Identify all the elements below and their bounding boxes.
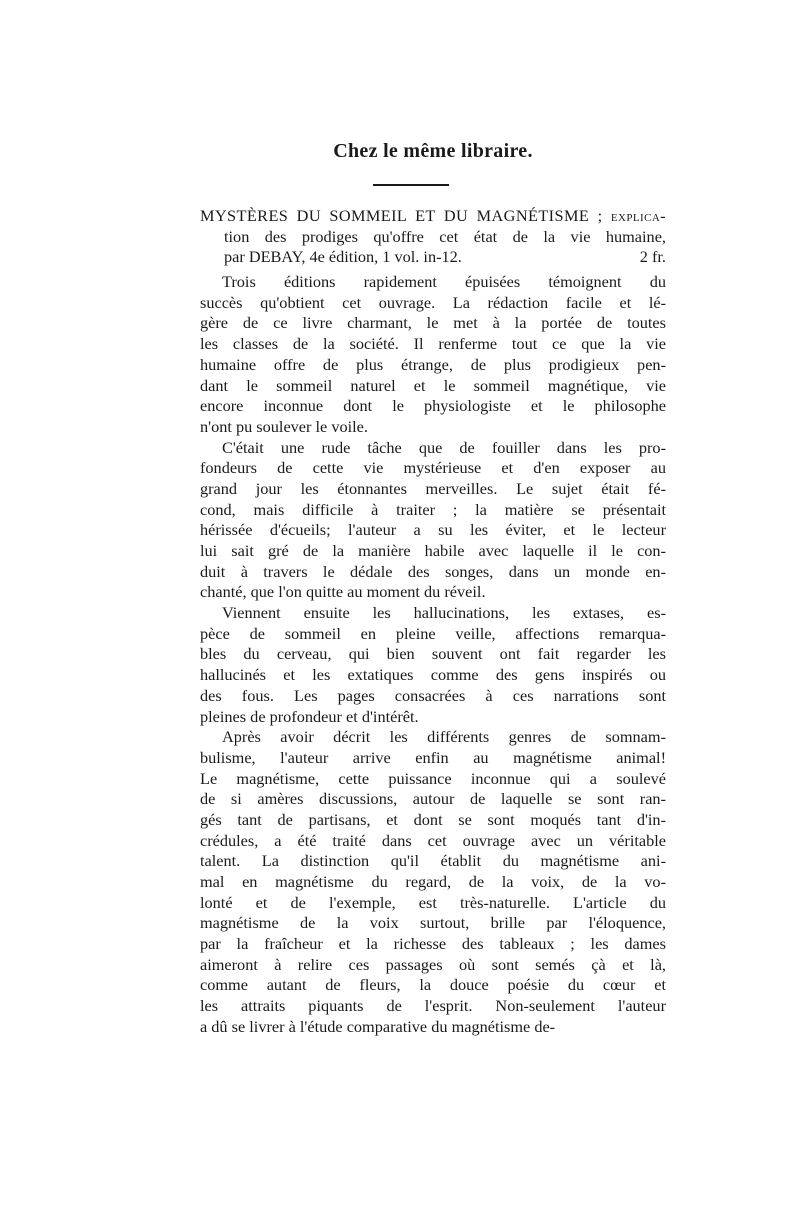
- entry-description-line: tion des prodiges qu'offre cet état de la vie humaine,: [224, 226, 666, 246]
- entry-edition-line: [200, 247, 666, 268]
- paragraph-line: magnétisme de la voix surtout, brille par l'éloquence,: [200, 913, 666, 933]
- paragraph-line: hallucinés et les extatiques comme des gens inspirés ou: [200, 665, 666, 685]
- paragraph: [200, 272, 666, 438]
- heading-rule: [373, 184, 449, 186]
- paragraph-line: les attraits piquants de l'esprit. Non-seulement l'auteur: [200, 996, 666, 1016]
- paragraph-line: les classes de la société. Il renferme tout ce que la vie: [200, 334, 666, 354]
- paragraph-line: comme autant de fleurs, la douce poésie du cœur et: [200, 975, 666, 995]
- entry-title-line: MYSTÈRES DU SOMMEIL ET DU MAGNÉTISME ; explica-: [200, 206, 666, 225]
- paragraph-line: humaine offre de plus étrange, de plus prodigieux pen-: [200, 354, 666, 374]
- paragraph-line: lonté et de l'exemple, est très-naturelle. L'article du: [200, 892, 666, 912]
- paragraph-line: dant le sommeil naturel et le sommeil magnétique, vie: [200, 375, 666, 395]
- paragraph-line: grand jour les étonnantes merveilles. Le sujet était fé-: [200, 478, 666, 498]
- paragraph-line: cond, mais difficile à traiter ; la matière se présentait: [200, 499, 666, 519]
- entry-header: [200, 206, 666, 268]
- paragraph-line: gère de ce livre charmant, le met à la portée de toutes: [200, 313, 666, 333]
- paragraph-line: talent. La distinction qu'il établit du magnétisme ani-: [200, 851, 666, 871]
- book-page: [200, 0, 666, 1220]
- paragraph-line: chanté, que l'on quitte au moment du réveil.: [200, 582, 486, 602]
- paragraph-line: pleines de profondeur et d'intérêt.: [200, 706, 419, 726]
- paragraph-line: duit à travers le dédale des songes, dans un monde en-: [200, 561, 666, 581]
- paragraph-line: pèce de sommeil en pleine veille, affections remarqua-: [200, 623, 666, 643]
- paragraph-line: C'était une rude tâche que de fouiller dans les pro-: [222, 437, 666, 457]
- paragraph-line: crédules, a été traité dans cet ouvrage avec un véritable: [200, 830, 666, 850]
- catalog-entry: [200, 206, 666, 1038]
- paragraph-line: par la fraîcheur et la richesse des tableaux ; les dames: [200, 934, 666, 954]
- paragraph-line: lui sait gré de la manière habile avec laquelle il le con-: [200, 541, 666, 560]
- paragraph-line: hérissée d'écueils; l'auteur a su les éviter, et le lecteur: [200, 520, 666, 540]
- paragraph-line: aimeront à relire ces passages où sont semés çà et là,: [200, 954, 666, 974]
- entry-edition: par DEBAY, 4e édition, 1 vol. in-12.: [224, 247, 462, 267]
- paragraph: [200, 727, 666, 1037]
- entry-price: 2 fr.: [639, 247, 666, 267]
- paragraph-line: mal en magnétisme du regard, de la voix, de la vo-: [200, 872, 666, 891]
- paragraph-line: Trois éditions rapidement épuisées témoignent du: [222, 272, 666, 292]
- paragraph-line: n'ont pu soulever le voile.: [200, 416, 368, 436]
- paragraph-line: de si amères discussions, autour de laquelle se sont ran-: [200, 789, 666, 809]
- paragraph-line: des fous. Les pages consacrées à ces narrations sont: [200, 685, 666, 705]
- paragraph-line: fondeurs de cette vie mystérieuse et d'en exposer au: [200, 458, 666, 478]
- paragraph-line: Après avoir décrit les différents genres de somnam-: [222, 727, 666, 747]
- paragraph: [200, 603, 666, 727]
- paragraph-line: Viennent ensuite les hallucinations, les extases, es-: [222, 603, 666, 623]
- paragraph-line: gés tant de partisans, et dont se sont moqués tant d'in-: [200, 809, 666, 829]
- paragraph-line: succès qu'obtient cet ouvrage. La rédaction facile et lé-: [200, 292, 666, 312]
- page-heading: Chez le même libraire.: [333, 140, 533, 162]
- paragraph: [200, 438, 666, 604]
- paragraph-line: encore inconnue dont le physiologiste et le philosophe: [200, 396, 666, 416]
- paragraph-line: a dû se livrer à l'étude comparative du magnétisme de-: [200, 1016, 556, 1036]
- paragraph-line: bulisme, l'auteur arrive enfin au magnétisme animal!: [200, 747, 666, 767]
- entry-body: [200, 272, 666, 1037]
- paragraph-line: bles du cerveau, qui bien souvent ont fait regarder les: [200, 644, 666, 664]
- paragraph-line: Le magnétisme, cette puissance inconnue qui a soulevé: [200, 768, 666, 788]
